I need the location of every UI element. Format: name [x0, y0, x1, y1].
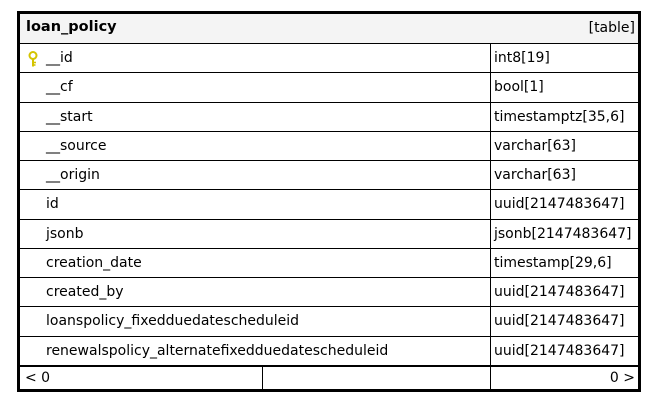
column-name: loanspolicy_fixedduedatescheduleid	[46, 313, 300, 330]
column-type: timestamptz[35,6]	[494, 108, 625, 125]
entity-box	[17, 11, 641, 392]
column-row	[20, 307, 638, 336]
column-type: uuid[2147483647]	[494, 313, 625, 330]
column-name: creation_date	[46, 254, 142, 271]
footer-divider	[490, 367, 491, 390]
column-type: varchar[63]	[494, 137, 576, 154]
footer-divider	[262, 367, 263, 390]
column-divider	[490, 278, 491, 306]
column-row	[20, 220, 638, 249]
entity-header	[20, 14, 638, 44]
column-divider	[490, 73, 491, 101]
column-type: jsonb[2147483647]	[494, 225, 632, 242]
table-kind-label: [table]	[588, 20, 635, 36]
column-name: __start	[46, 108, 93, 125]
column-row	[20, 161, 638, 190]
column-divider	[490, 132, 491, 160]
column-row	[20, 249, 638, 278]
column-divider	[490, 190, 491, 218]
column-name: __cf	[46, 79, 73, 96]
column-row	[20, 190, 638, 219]
column-row	[20, 103, 638, 132]
column-row	[20, 278, 638, 307]
column-divider	[490, 161, 491, 189]
prev-page-link[interactable]: < 0	[25, 370, 51, 386]
column-type: uuid[2147483647]	[494, 342, 625, 359]
column-type: int8[19]	[494, 50, 550, 66]
column-type: uuid[2147483647]	[494, 284, 625, 301]
column-name: renewalspolicy_alternatefixedduedatescheduleid	[46, 342, 389, 359]
column-row	[20, 337, 638, 366]
column-row	[20, 44, 638, 73]
column-divider	[490, 307, 491, 335]
column-divider	[490, 220, 491, 248]
next-page-link[interactable]: 0 >	[609, 370, 635, 386]
column-divider	[490, 44, 491, 72]
primary-key-icon	[27, 51, 39, 67]
column-name: __origin	[46, 167, 100, 184]
column-name: __source	[46, 137, 107, 154]
column-type: timestamp[29,6]	[494, 254, 612, 271]
column-row	[20, 132, 638, 161]
column-list	[20, 44, 638, 366]
column-name: jsonb	[46, 225, 84, 242]
column-divider	[490, 337, 491, 365]
column-name: id	[46, 196, 59, 213]
column-name: __id	[46, 50, 73, 66]
column-type: uuid[2147483647]	[494, 196, 625, 213]
column-name: created_by	[46, 284, 124, 301]
entity-footer	[20, 366, 638, 390]
column-type: varchar[63]	[494, 167, 576, 184]
column-divider	[490, 103, 491, 131]
table-name: loan_policy	[26, 19, 117, 35]
column-row	[20, 73, 638, 102]
column-divider	[490, 249, 491, 277]
column-type: bool[1]	[494, 79, 544, 96]
